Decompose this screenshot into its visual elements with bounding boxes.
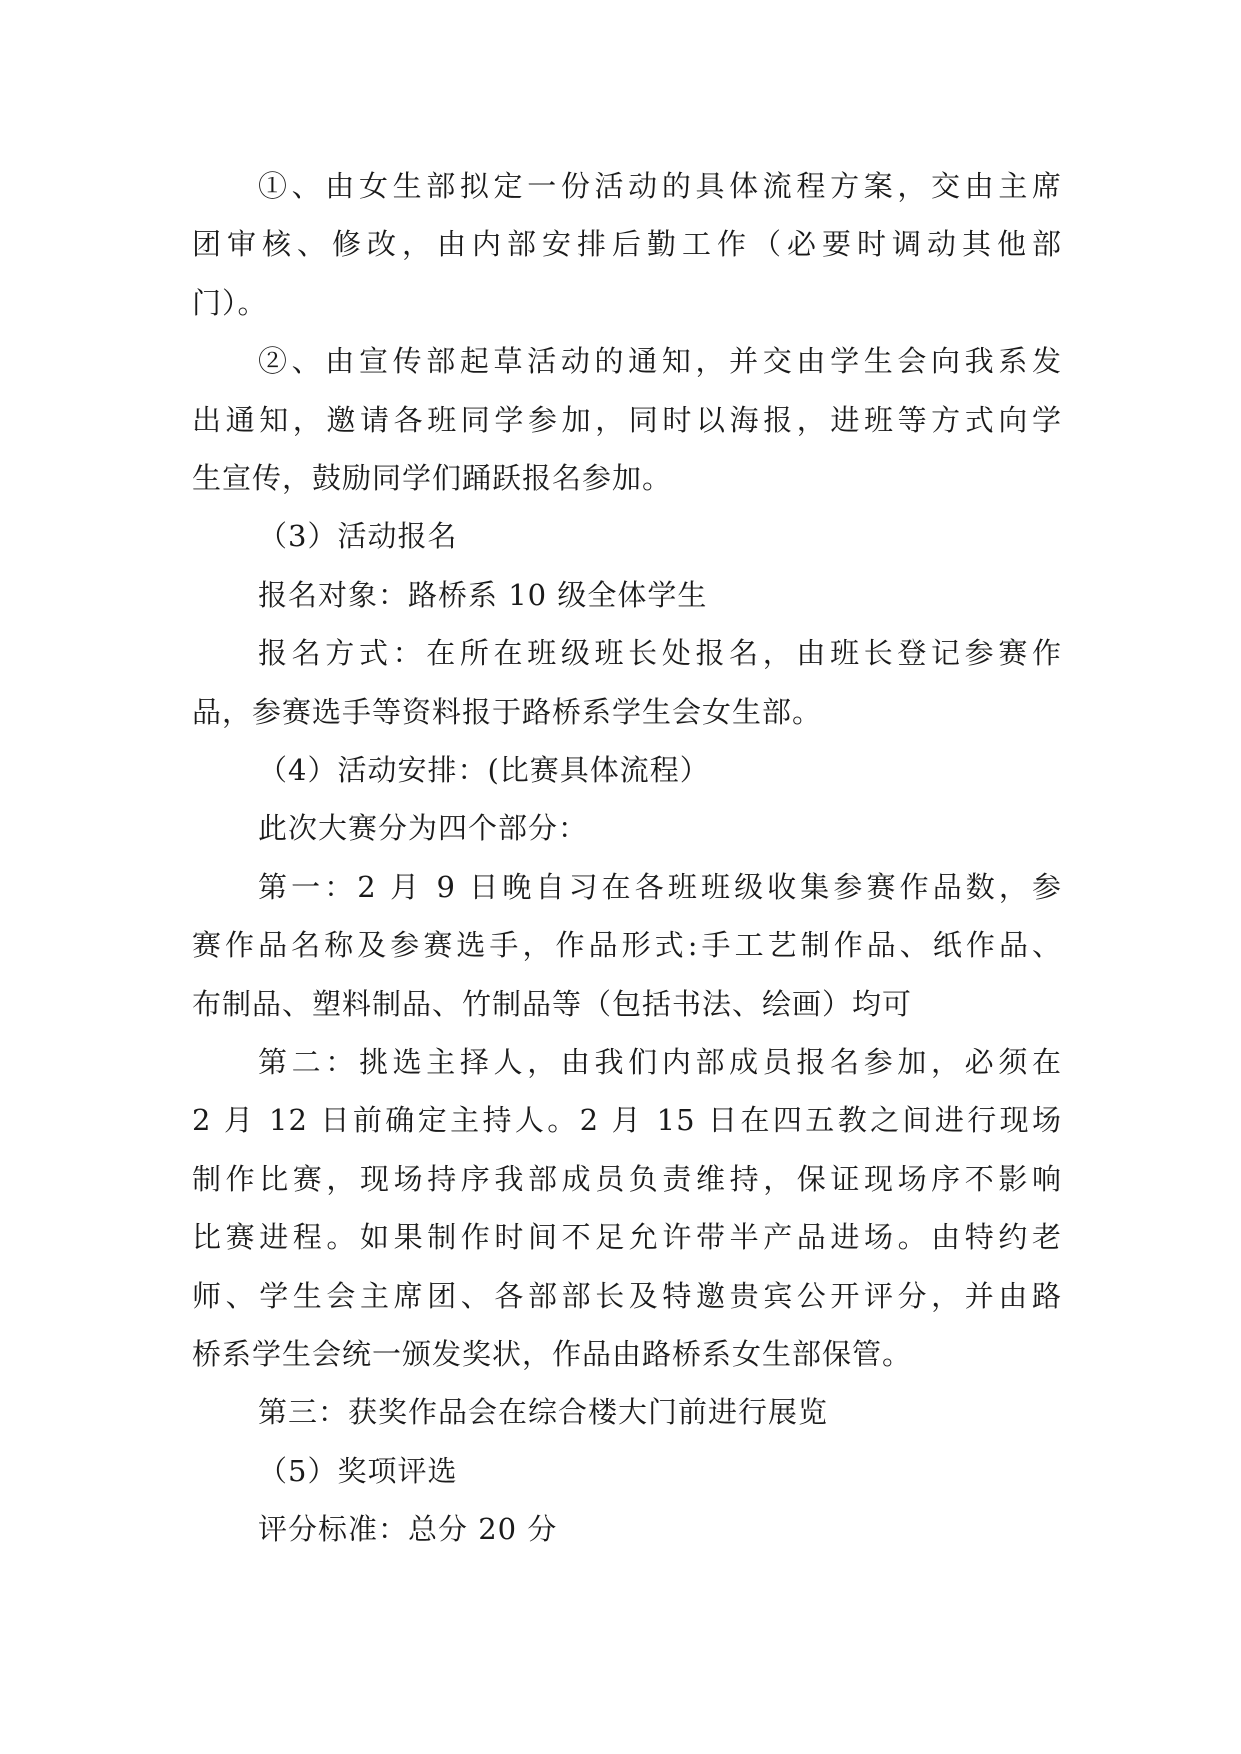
part-1-line-3: 布制品、塑料制品、竹制品等（包括书法、绘画）均可 <box>192 987 913 1021</box>
section-3-heading: （3）活动报名 <box>258 519 458 553</box>
paragraph-1-line-3: 门）。 <box>192 286 268 320</box>
part-2-line-6: 桥系学生会统一颁发奖状，作品由路桥系女生部保管。 <box>192 1337 913 1371</box>
paragraph-2-line-1: ②、由宣传部起草活动的通知，并交由学生会向我系发 <box>258 344 1062 378</box>
part-1-line-2: 赛作品名称及参赛选手，作品形式:手工艺制作品、纸作品、 <box>192 928 1062 962</box>
part-2-line-5: 师、学生会主席团、各部部长及特邀贵宾公开评分，并由路 <box>192 1279 1062 1313</box>
registration-method-line-2: 品，参赛选手等资料报于路桥系学生会女生部。 <box>192 695 823 729</box>
registration-target: 报名对象：路桥系 10 级全体学生 <box>258 578 708 612</box>
paragraph-1-line-2: 团审核、修改，由内部安排后勤工作（必要时调动其他部 <box>192 227 1062 261</box>
section-4-heading: （4）活动安排：(比赛具体流程） <box>258 753 710 787</box>
paragraph-2-line-2: 出通知，邀请各班同学参加，同时以海报，进班等方式向学 <box>192 403 1062 437</box>
paragraph-2-line-3: 生宣传，鼓励同学们踊跃报名参加。 <box>192 461 673 495</box>
part-3-line: 第三：获奖作品会在综合楼大门前进行展览 <box>258 1395 829 1429</box>
section-5-heading: （5）奖项评选 <box>258 1454 458 1488</box>
part-2-line-1: 第二：挑选主择人，由我们内部成员报名参加，必须在 <box>258 1045 1062 1079</box>
scoring-standard: 评分标准：总分 20 分 <box>258 1512 558 1546</box>
paragraph-1-line-1: ①、由女生部拟定一份活动的具体流程方案，交由主席 <box>258 169 1062 203</box>
part-1-line-1: 第一：2 月 9 日晚自习在各班班级收集参赛作品数，参 <box>258 870 1062 904</box>
part-2-line-4: 比赛进程。如果制作时间不足允许带半产品进场。由特约老 <box>192 1220 1062 1254</box>
part-2-line-2: 2 月 12 日前确定主持人。2 月 15 日在四五教之间进行现场 <box>192 1103 1062 1137</box>
contest-parts-intro: 此次大赛分为四个部分： <box>258 811 589 845</box>
part-2-line-3: 制作比赛，现场持序我部成员负责维持，保证现场序不影响 <box>192 1162 1062 1196</box>
registration-method-line-1: 报名方式：在所在班级班长处报名，由班长登记参赛作 <box>258 636 1062 670</box>
